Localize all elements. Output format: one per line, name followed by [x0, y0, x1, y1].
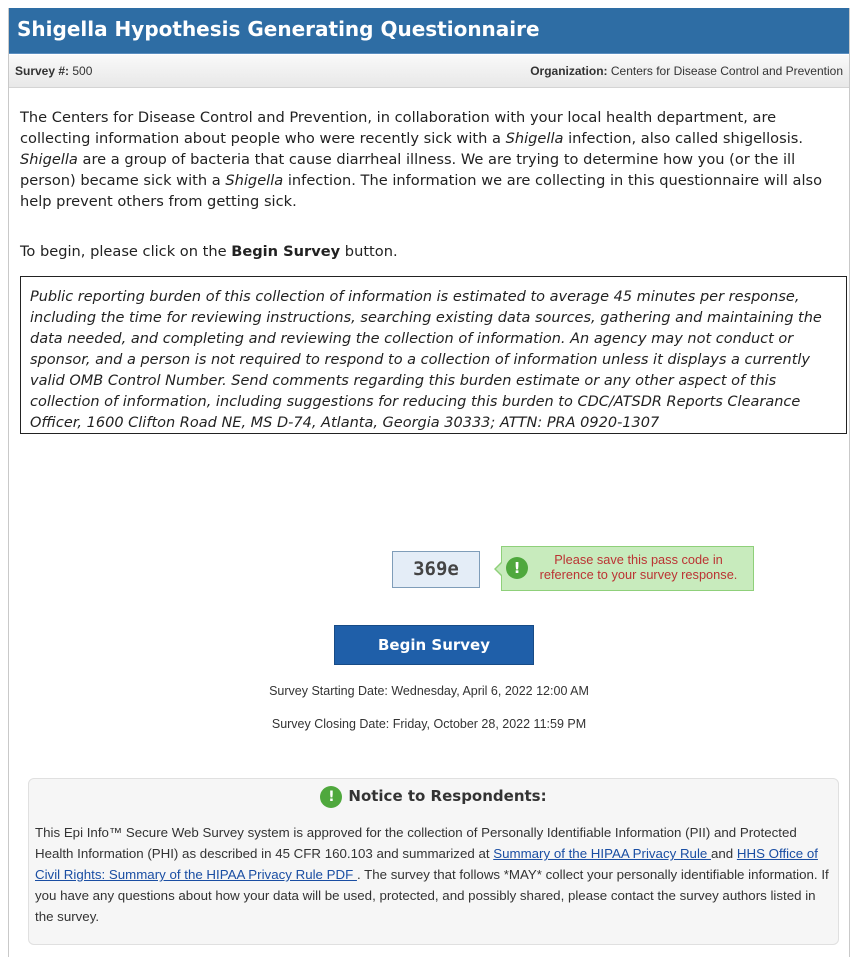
- begin-instruction-bold: Begin Survey: [231, 243, 341, 260]
- pass-code-note-text: Please save this pass code in reference to your survey response.: [539, 552, 738, 582]
- begin-instruction-prefix: To begin, please click on the: [20, 243, 232, 260]
- intro-text-4: infection. The information we are collecting in this questionnaire will also help prevent others from getting sick.: [20, 172, 823, 210]
- notice-panel: [28, 778, 839, 945]
- page-title: Shigella Hypothesis Generating Questionnaire: [9, 8, 849, 54]
- survey-number: [15, 55, 92, 87]
- notice-text-3: . The survey that follows *MAY* collect your personally identifiable information. If you have any questions about how your data will be used, protected, and possibly shared, please contact the survey authors listed in the survey.: [35, 867, 829, 924]
- survey-page: [8, 8, 850, 957]
- survey-number-label: Survey #:: [15, 64, 70, 78]
- notice-title: Notice to Respondents:: [348, 787, 547, 805]
- organization-label: Organization:: [530, 64, 608, 78]
- intro-em-3: Shigella: [225, 172, 284, 189]
- notice-text-2: and: [710, 846, 737, 861]
- pass-code: 369e: [392, 551, 480, 588]
- survey-start-date: Survey Starting Date: Wednesday, April 6, 2022 12:00 AM: [269, 684, 589, 698]
- pass-code-note: [501, 546, 754, 591]
- notice-text-1: This Epi Info™ Secure Web Survey system is approved for the collection of Personally Identifiable Information (PII) and Protected Health Information (PHI) as described in 45 CFR 160.103 and summarized at: [35, 825, 797, 861]
- survey-number-value: 500: [72, 64, 93, 78]
- begin-instruction: [20, 241, 398, 262]
- hipaa-summary-link[interactable]: Summary of the HIPAA Privacy Rule: [493, 846, 711, 861]
- organization: [530, 55, 843, 87]
- notice-heading: [29, 785, 838, 808]
- intro-paragraph: [20, 107, 842, 212]
- notice-body: [35, 822, 831, 927]
- hhs-ocr-pdf-link[interactable]: HHS Office of Civil Rights: Summary of the HIPAA Privacy Rule PDF: [35, 846, 818, 882]
- survey-info-bar: [9, 55, 849, 88]
- alert-icon: !: [506, 557, 528, 579]
- intro-em-1: Shigella: [505, 130, 564, 147]
- survey-close-date: Survey Closing Date: Friday, October 28, 2022 11:59 PM: [271, 717, 587, 731]
- organization-value: Centers for Disease Control and Prevention: [610, 64, 843, 78]
- begin-instruction-suffix: button.: [340, 243, 398, 260]
- notice-alert-icon: !: [320, 786, 342, 808]
- intro-text-2: infection, also called shigellosis.: [563, 130, 803, 147]
- intro-text-1: The Centers for Disease Control and Prevention, in collaboration with your local health department, are collecting information about people who were recently sick with a: [20, 109, 777, 147]
- intro-text-3: are a group of bacteria that cause diarrheal illness. We are trying to determine how you (or the ill person) became sick with a: [20, 151, 796, 189]
- intro-em-2: Shigella: [20, 151, 78, 168]
- begin-survey-button[interactable]: Begin Survey: [334, 625, 534, 665]
- burden-statement: Public reporting burden of this collection of information is estimated to average 45 minutes per response, including the time for reviewing instructions, searching existing data sources, gathering and maintaining the data needed, and completing and reviewing the collection of information. An agency may not conduct or sponsor, and a person is not required to respond to a collection of information unless it displays a currently valid OMB Control Number. Send comments regarding this burden estimate or any other aspect of this collection of information, including suggestions for reducing this burden to CDC/ATSDR Reports Clearance Officer, 1600 Clifton Road NE, MS D-74, Atlanta, Georgia 30333; ATTN: PRA 0920-1307: [20, 276, 847, 434]
